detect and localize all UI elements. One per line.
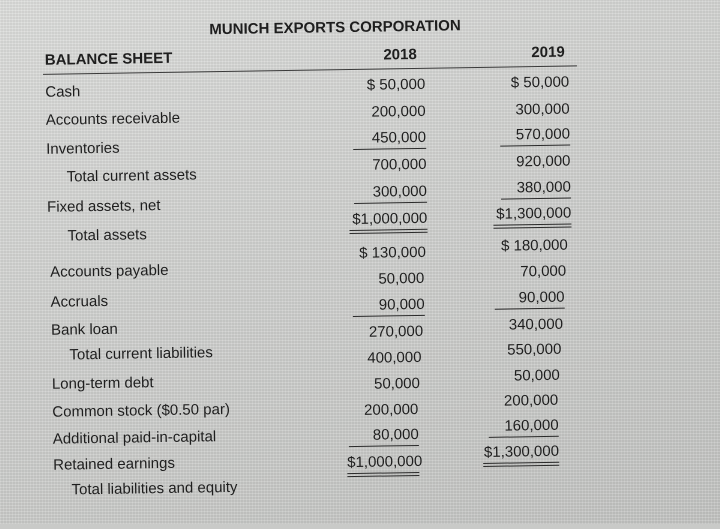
cell-2019-accounts-payable: $ 180,000 — [500, 236, 568, 255]
cell-2019-common-stock: 50,000 — [513, 366, 560, 385]
row-label-bank-loan: Bank loan — [50, 320, 118, 339]
cell-2018-long-term-debt: 400,000 — [367, 348, 422, 367]
cell-2018-common-stock: 50,000 — [373, 374, 421, 393]
cell-2018-accounts-receivable: 200,000 — [371, 102, 426, 121]
cell-2018-total-current-liabilities: 270,000 — [368, 322, 424, 341]
year-2018-header: 2018 — [383, 45, 417, 64]
sheet-heading: BALANCE SHEET — [44, 49, 173, 69]
row-label-cash: Cash — [45, 83, 81, 101]
cell-2018-accounts-payable: $ 130,000 — [359, 243, 426, 262]
cell-2019-retained-earnings: 160,000 — [488, 417, 558, 438]
cell-2018-retained-earnings: 80,000 — [349, 426, 419, 447]
row-label-accruals: Accruals — [50, 292, 109, 311]
cell-2018-cash: $ 50,000 — [366, 75, 426, 94]
cell-2018-accruals: 50,000 — [378, 269, 425, 288]
row-label-accounts-payable: Accounts payable — [49, 261, 169, 281]
cell-2019-total-current-assets: 920,000 — [516, 152, 571, 171]
cell-2019-bank-loan: 90,000 — [494, 289, 564, 310]
cell-2019-total-current-liabilities: 340,000 — [508, 315, 564, 334]
row-label-long-term-debt: Long-term debt — [51, 374, 154, 393]
row-label-additional-paid-in-capital: Additional paid-in-capital — [52, 428, 217, 448]
row-label-total-assets: Total assets — [67, 226, 147, 245]
row-label-total-liabilities-equity: Total liabilities and equity — [71, 478, 238, 499]
company-title: MUNICH EXPORTS CORPORATION — [209, 17, 461, 39]
cell-2018-total-current-assets: 700,000 — [372, 155, 427, 174]
cell-2019-accounts-receivable: 300,000 — [515, 100, 570, 119]
cell-2018-fixed-assets: 300,000 — [354, 183, 427, 204]
cell-2018-inventories: 450,000 — [353, 129, 426, 150]
cell-2018-bank-loan: 90,000 — [353, 296, 425, 317]
cell-2019-long-term-debt: 550,000 — [507, 340, 562, 359]
row-label-accounts-receivable: Accounts receivable — [45, 109, 181, 129]
year-2019-header: 2019 — [531, 43, 565, 62]
row-label-common-stock: Common stock ($0.50 par) — [52, 400, 231, 421]
row-label-fixed-assets: Fixed assets, net — [46, 196, 161, 216]
cell-2018-total-liabilities-equity: $1,000,000 — [347, 453, 419, 477]
cell-2019-total-liabilities-equity: $1,300,000 — [483, 443, 559, 467]
cell-2019-cash: $ 50,000 — [510, 73, 570, 92]
row-label-inventories: Inventories — [46, 139, 120, 158]
cell-2018-additional-paid-in-capital: 200,000 — [363, 400, 419, 419]
cell-2019-additional-paid-in-capital: 200,000 — [503, 391, 559, 410]
cell-2019-fixed-assets: 380,000 — [501, 179, 571, 200]
cell-2019-accruals: 70,000 — [520, 262, 567, 281]
cell-2019-inventories: 570,000 — [500, 126, 570, 147]
cell-2019-total-assets: $1,300,000 — [493, 205, 571, 229]
row-label-retained-earnings: Retained earnings — [53, 454, 176, 474]
row-label-total-current-liabilities: Total current liabilities — [69, 344, 213, 364]
row-label-total-current-assets: Total current assets — [66, 166, 197, 186]
cell-2018-total-assets: $1,000,000 — [349, 210, 427, 234]
